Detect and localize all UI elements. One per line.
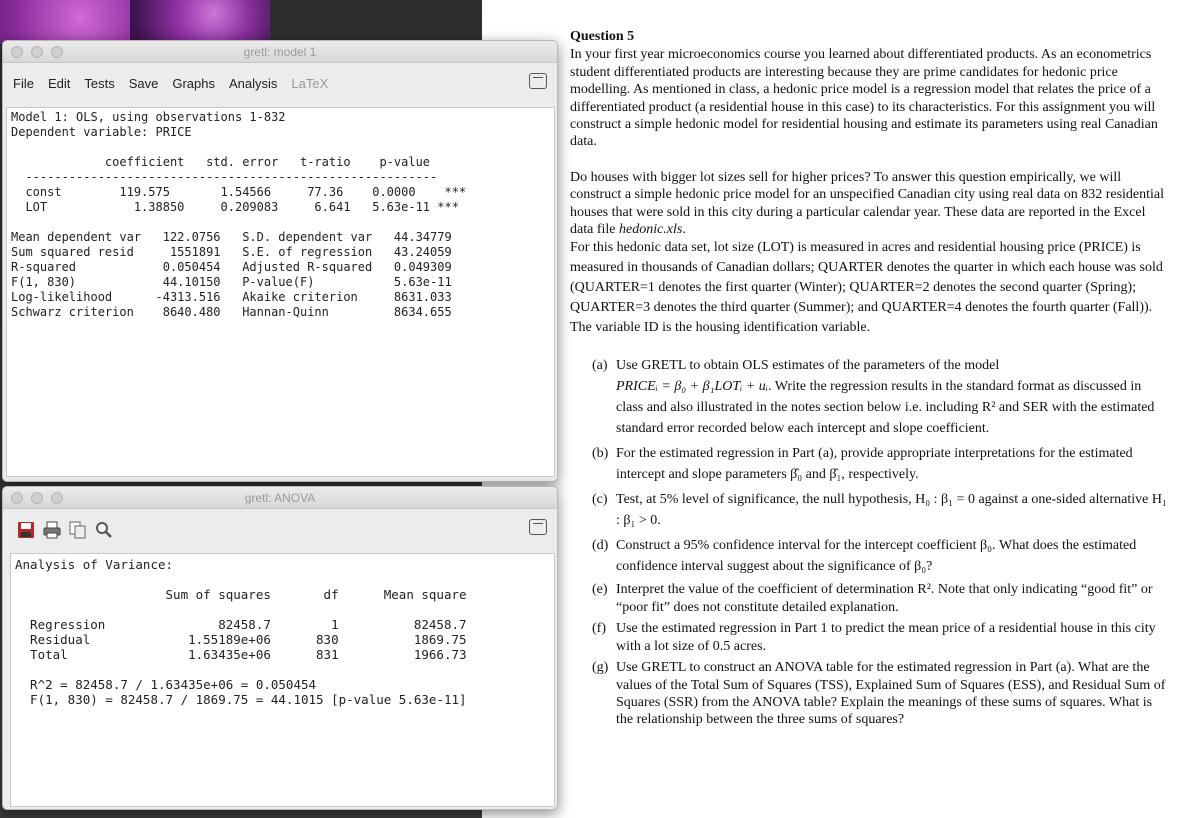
menu-analysis[interactable]: Analysis xyxy=(228,75,278,91)
part-e: (e) Interpret the value of the coefficient of determination R². Note that only indicating “good fit” or “poor fit” does not constitute detailed explanation. xyxy=(592,582,1153,615)
part-a: (a) Use GRETL to obtain OLS estimates of the parameters of the model PRICEᵢ = β₀ + β₁LOTᵢ + uᵢ. Write the regression results in the standard format as discussed in class and also illustrated in the notes section below i.e. including R² and SER with the estimated standard error recorded below each intercept and slope coefficient. xyxy=(592,358,1155,437)
menu-edit[interactable]: Edit xyxy=(47,75,71,91)
question-document xyxy=(570,28,1170,733)
menu-tests[interactable]: Tests xyxy=(84,75,115,91)
question-paragraph-3: For this hedonic data set, lot size (LOT) is measured in acres and residential housing price (PRICE) is measured in thousands of Canadian dollars; QUARTER denotes the quarter in which each house was sold (QUARTER=1 denotes the first quarter (Winter); QUARTER=2 denotes the second quarter (Spring); QUARTER=3 denotes the third quarter (Summer); and QUARTER=4 denotes the fourth quarter (Fall)). The variable ID is the housing identification variable. xyxy=(570,240,1163,336)
part-b: (b) For the estimated regression in Part (a), provide appropriate interpretations for the estimated intercept and slope parameters β̂₀ and β̂₁, respectively. xyxy=(592,446,1133,483)
part-d: (d) Construct a 95% confidence interval for the intercept coefficient β₀. What does the estimated confidence interval suggest about the significance of β₀? xyxy=(592,538,1137,575)
model-window xyxy=(2,40,558,482)
copy-icon[interactable] xyxy=(69,521,87,539)
anova-window xyxy=(2,486,558,810)
question-intro: In your first year microeconomics course you learned about differentiated products. As an econometrics student differentiated products are interesting because they are prime candidates for hedonic price modelling. As mentioned in class, a hedonic price model is a regression model that relates the price of a differentiated product (a residential house in this case) to its characteristics. For this assignment you will construct a simple hedonic model for residential housing and estimate its parameters using real Canadian data. xyxy=(570,47,1158,150)
find-icon[interactable] xyxy=(95,521,113,539)
part-g: (g) Use GRETL to construct an ANOVA table for the estimated regression in Part (a). What are the values of the Total Sum of Squares (TSS), Explained Sum of Squares (ESS), and Residual Sum of Squares (SSR) from the ANOVA table? Explain the meanings of these sums of squares. What is the relationship between the three sums of squares? xyxy=(592,660,1166,728)
part-c: (c) Test, at 5% level of significance, the null hypothesis, H₀ : β₁ = 0 against a one-sided alternative H₁ : β₁ > 0. xyxy=(592,492,1167,529)
anova-window-titlebar[interactable] xyxy=(3,487,557,509)
anova-toolbar xyxy=(3,509,557,551)
question-parts xyxy=(570,355,1170,728)
model-window-titlebar[interactable] xyxy=(3,41,557,63)
part-f: (f) Use the estimated regression in Part 1 to predict the mean price of a residential house in this city with a lot size of 0.5 acres. xyxy=(592,621,1156,654)
menu-latex[interactable]: LaTeX xyxy=(291,75,329,91)
anova-output-text[interactable]: Analysis of Variance: Sum of squares df Mean square Regression 82458.7 1 82458.7 Residual 1.55189e+06 830 1869.75 Total 1.63435e+06 831 1966.73 R^2 = 82458.7 / 1.63435e+06 = 0.050454 F(1, 830) = 82458.7 / 1869.75 = 44.1015 [p-value 5.63e-11] xyxy=(10,553,555,807)
question-title: Question 5 xyxy=(570,29,635,44)
menu-graphs[interactable]: Graphs xyxy=(172,75,215,91)
print-icon[interactable] xyxy=(43,521,61,539)
question-paragraph-2: Do houses with bigger lot sizes sell for higher prices? To answer this question empirically, we will construct a simple hedonic price model for an unspecified Canadian city using real data on 832 residential houses that were sold in this city during a particular calendar year. These data are reported in the Excel data file hedonic.xls. xyxy=(570,169,1165,238)
menu-file[interactable]: File xyxy=(13,75,34,91)
window-title: gretl: ANOVA xyxy=(244,491,316,505)
model-output-text[interactable]: Model 1: OLS, using observations 1-832 Dependent variable: PRICE coefficient std. error t-ratio p-value --------------------------------------------------------- const 119.575 1.54566 77.36 0.0000 *** LOT 1.38850 0.209083 6.641 5.63e-11 *** Mean dependent var 122.0756 S.D. dependent var 44.34779 Sum squared resid 1551891 S.E. of regression 43.24059 R-squared 0.050454 Adjusted R-squared 0.049309 F(1, 830) 44.10150 P-value(F) 5.63e-11 Log-likelihood -4313.516 Akaike criterion 8631.033 Schwarz criterion 8640.480 Hannan-Quinn 8634.655 xyxy=(6,107,555,477)
wallpaper-flower-detail xyxy=(130,0,270,44)
window-icon[interactable] xyxy=(529,73,547,89)
window-icon[interactable] xyxy=(529,519,547,535)
window-title: gretl: model 1 xyxy=(243,45,317,59)
model-menubar xyxy=(3,63,557,103)
save-icon[interactable] xyxy=(17,521,35,539)
menu-save[interactable]: Save xyxy=(128,75,159,91)
